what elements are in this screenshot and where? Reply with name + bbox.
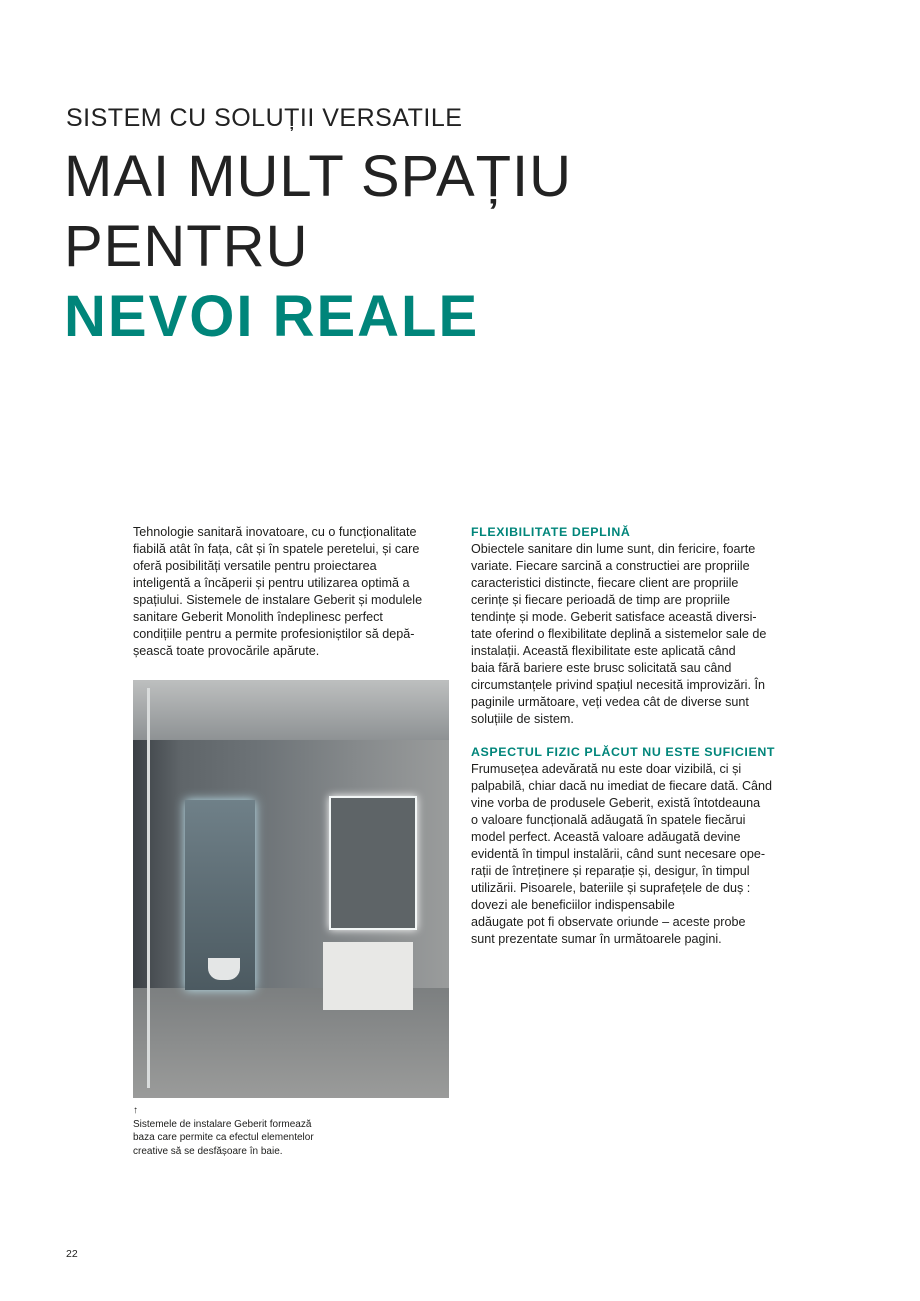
text-line: soluțiile de sistem. [471, 712, 574, 726]
text-line: tendințe și mode. Geberit satisface această diversi- [471, 610, 757, 624]
text-line: o valoare funcțională adăugată în spatele fiecărui [471, 813, 746, 827]
text-line: palpabilă, chiar dacă nu imediat de fiecare dată. Când [471, 779, 773, 793]
text-line: variate. Fiecare sarcină a constructiei are propriile [471, 559, 750, 573]
text-line: inteligentă a încăperii și pentru utilizarea optimă a [133, 576, 410, 590]
title-line-2: PENTRU [64, 214, 309, 279]
text-line: Tehnologie sanitară inovatoare, cu o funcționalitate [133, 525, 417, 539]
bathroom-photo [133, 680, 449, 1098]
text-line: adăugate pot fi observate oriunde – aceste probe [471, 915, 746, 929]
right-column [471, 524, 775, 948]
intro-paragraph [133, 524, 422, 660]
page-number: 22 [66, 1248, 78, 1260]
text-line: model perfect. Această valoare adăugată devine [471, 830, 741, 844]
text-line: sanitare Geberit Monolith îndeplinesc perfect [133, 610, 383, 624]
page-title [64, 142, 572, 352]
text-line: spațiului. Sistemele de instalare Geberit și modulele [133, 593, 423, 607]
text-line: circumstanțele privind spațiul necesită improvizări. În [471, 678, 765, 692]
section-heading: ASPECTUL FIZIC PLĂCUT NU ESTE SUFICIENT [471, 745, 776, 759]
text-line: dovezi ale beneficiilor indispensabile [471, 898, 675, 912]
title-accent: NEVOI REALE [64, 284, 480, 349]
text-line: rații de întreținere și reparație și, desigur, în timpul [471, 864, 750, 878]
text-line: instalații. Această flexibilitate este aplicată când [471, 644, 736, 658]
text-line: cerințe și fiecare perioadă de timp are propriile [471, 593, 731, 607]
text-line: fiabilă atât în fața, cât și în spatele peretelui, și care [133, 542, 420, 556]
text-line: utilizării. Pisoarele, bateriile și suprafețele de duș : [471, 881, 751, 895]
text-line: tate oferind o flexibilitate deplină a sistemelor sale de [471, 627, 767, 641]
photo-caption [133, 1104, 314, 1158]
text-line: paginile următoare, veți vedea cât de diverse sunt [471, 695, 749, 709]
text-line: caracteristici distincte, fiecare client are propriile [471, 576, 739, 590]
text-line: vine vorba de produsele Geberit, există întotdeauna [471, 796, 761, 810]
section-heading: FLEXIBILITATE DEPLINĂ [471, 525, 631, 539]
text-line: sunt prezentate sumar în următoarele pagini. [471, 932, 722, 946]
text-line: Frumusețea adevărată nu este doar vizibilă, ci și [471, 762, 742, 776]
caption-line: creative să se desfășoare în baie. [133, 1145, 283, 1157]
text-line: evidentă în timpul instalării, când sunt necesare ope- [471, 847, 766, 861]
text-line: Obiectele sanitare din lume sunt, din fericire, foarte [471, 542, 756, 556]
arrow-up-icon: ↑ [133, 1105, 138, 1116]
caption-line: Sistemele de instalare Geberit formează [133, 1118, 312, 1130]
text-line: șească toate provocările apărute. [133, 644, 320, 658]
title-line-1: MAI MULT SPAȚIU [64, 144, 573, 209]
kicker-heading: SISTEM CU SOLUȚII VERSATILE [66, 104, 463, 132]
text-line: condițiile pentru a permite profesioniștilor să depă- [133, 627, 415, 641]
caption-line: baza care permite ca efectul elementelor [133, 1132, 314, 1143]
text-line: oferă posibilități versatile pentru proiectarea [133, 559, 377, 573]
text-line: baia fără bariere este brusc solicitată sau când [471, 661, 732, 675]
